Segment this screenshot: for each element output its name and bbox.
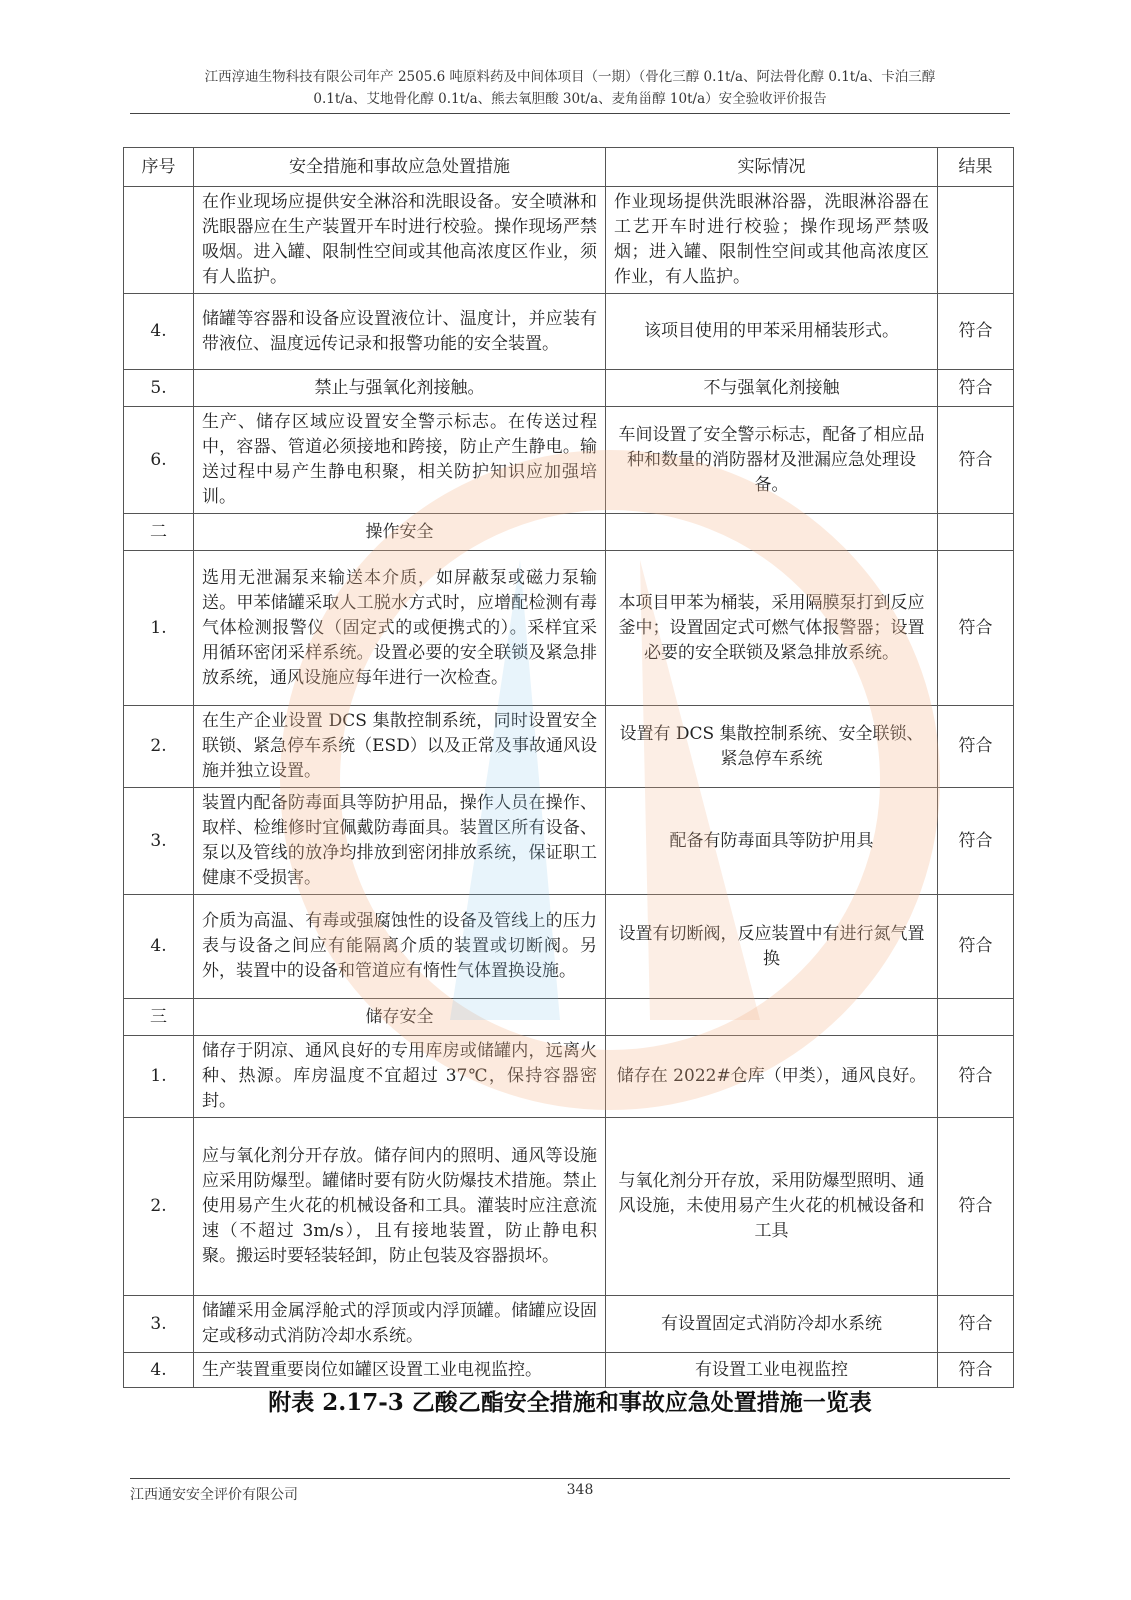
section-row-storage	[124, 999, 1014, 1036]
section-row-operation	[124, 514, 1014, 551]
table-row	[124, 1118, 1014, 1296]
row-no: 3.	[124, 788, 194, 895]
footer-company: 江西通安安全评价有限公司	[130, 1487, 298, 1503]
row-measure: 储罐采用金属浮舱式的浮顶或内浮顶罐。储罐应设固定或移动式消防冷却水系统。	[194, 1296, 606, 1353]
row-no: 1.	[124, 551, 194, 706]
header-divider	[130, 113, 1010, 114]
row-actual: 有设置工业电视监控	[606, 1353, 938, 1388]
row-actual: 本项目甲苯为桶装，采用隔膜泵打到反应釜中；设置固定式可燃气体报警器；设置必要的安全联锁及紧急排放系统。	[606, 551, 938, 706]
row-actual: 不与强氧化剂接触	[606, 370, 938, 407]
row-actual: 该项目使用的甲苯采用桶装形式。	[606, 294, 938, 370]
row-no: 3.	[124, 1296, 194, 1353]
table-row	[124, 551, 1014, 706]
row-measure: 储存于阴凉、通风良好的专用库房或储罐内，远离火种、热源。库房温度不宜超过 37℃，保持容器密封。	[194, 1036, 606, 1118]
row-result: 符合	[938, 1118, 1014, 1296]
table-row	[124, 370, 1014, 407]
row-measure: 应与氧化剂分开存放。储存间内的照明、通风等设施应采用防爆型。罐储时要有防火防爆技术措施。禁止使用易产生火花的机械设备和工具。灌装时应注意流速（不超过 3m/s），且有接地装置，防止静电积聚。搬运时要轻装轻卸，防止包装及容器损坏。	[194, 1118, 606, 1296]
row-no	[124, 187, 194, 294]
row-result: 符合	[938, 551, 1014, 706]
row-measure: 介质为高温、有毒或强腐蚀性的设备及管线上的压力表与设备之间应有能隔离介质的装置或切断阀。另外，装置中的设备和管道应有惰性气体置换设施。	[194, 895, 606, 999]
table-row	[124, 1036, 1014, 1118]
row-actual: 设置有 DCS 集散控制系统、安全联锁、紧急停车系统	[606, 706, 938, 788]
row-result	[938, 187, 1014, 294]
row-no: 4.	[124, 895, 194, 999]
row-result: 符合	[938, 1296, 1014, 1353]
row-measure: 在作业现场应提供安全淋浴和洗眼设备。安全喷淋和洗眼器应在生产装置开车时进行校验。操作现场严禁吸烟。进入罐、限制性空间或其他高浓度区作业，须有人监护。	[194, 187, 606, 294]
row-no: 2.	[124, 1118, 194, 1296]
row-actual: 配备有防毒面具等防护用具	[606, 788, 938, 895]
row-measure: 储罐等容器和设备应设置液位计、温度计，并应装有带液位、温度远传记录和报警功能的安全装置。	[194, 294, 606, 370]
section-empty	[938, 999, 1014, 1036]
safety-measures-table	[123, 147, 1014, 1388]
table-row	[124, 187, 1014, 294]
section-empty	[606, 514, 938, 551]
row-actual: 车间设置了安全警示标志，配备了相应品种和数量的消防器材及泄漏应急处理设备。	[606, 407, 938, 514]
table-row	[124, 706, 1014, 788]
col-header-actual: 实际情况	[606, 148, 938, 187]
row-result: 符合	[938, 1036, 1014, 1118]
table-row	[124, 407, 1014, 514]
row-result: 符合	[938, 294, 1014, 370]
footer-divider	[130, 1478, 1010, 1479]
row-no: 2.	[124, 706, 194, 788]
row-measure: 生产、储存区域应设置安全警示标志。在传送过程中，容器、管道必须接地和跨接，防止产生静电。输送过程中易产生静电积聚，相关防护知识应加强培训。	[194, 407, 606, 514]
row-result: 符合	[938, 706, 1014, 788]
header-line-2: 0.1t/a、艾地骨化醇 0.1t/a、熊去氧胆酸 30t/a、麦角甾醇 10t/a）安全验收评价报告	[313, 91, 827, 107]
row-result: 符合	[938, 788, 1014, 895]
row-result: 符合	[938, 1353, 1014, 1388]
row-no: 6.	[124, 407, 194, 514]
row-measure: 装置内配备防毒面具等防护用品，操作人员在操作、取样、检维修时宜佩戴防毒面具。装置区所有设备、泵以及管线的放净均排放到密闭排放系统，保证职工健康不受损害。	[194, 788, 606, 895]
section-empty	[938, 514, 1014, 551]
row-actual: 作业现场提供洗眼淋浴器，洗眼淋浴器在工艺开车时进行校验；操作现场严禁吸烟；进入罐、限制性空间或其他高浓度区作业，有人监护。	[606, 187, 938, 294]
row-result: 符合	[938, 407, 1014, 514]
table-row	[124, 294, 1014, 370]
row-result: 符合	[938, 370, 1014, 407]
report-header	[130, 66, 1010, 110]
row-no: 5.	[124, 370, 194, 407]
table-caption: 附表 2.17-3 乙酸乙酯安全措施和事故应急处置措施一览表	[268, 1389, 872, 1416]
row-measure: 选用无泄漏泵来输送本介质，如屏蔽泵或磁力泵输送。甲苯储罐采取人工脱水方式时，应增配检测有毒气体检测报警仪（固定式的或便携式的）。采样宜采用循环密闭采样系统。设置必要的安全联锁及紧急排放系统，通风设施应每年进行一次检查。	[194, 551, 606, 706]
row-measure: 禁止与强氧化剂接触。	[194, 370, 606, 407]
section-title: 操作安全	[194, 514, 606, 551]
row-no: 1.	[124, 1036, 194, 1118]
table-header-row	[124, 148, 1014, 187]
table-row	[124, 788, 1014, 895]
row-actual: 储存在 2022#仓库（甲类），通风良好。	[606, 1036, 938, 1118]
table-row	[124, 895, 1014, 999]
col-header-measure: 安全措施和事故应急处置措施	[194, 148, 606, 187]
col-header-no: 序号	[124, 148, 194, 187]
row-measure: 在生产企业设置 DCS 集散控制系统，同时设置安全联锁、紧急停车系统（ESD）以及正常及事故通风设施并独立设置。	[194, 706, 606, 788]
row-no: 4.	[124, 1353, 194, 1388]
section-empty	[606, 999, 938, 1036]
section-no: 三	[124, 999, 194, 1036]
page-number: 348	[566, 1482, 594, 1498]
table-row	[124, 1296, 1014, 1353]
section-title: 储存安全	[194, 999, 606, 1036]
row-result: 符合	[938, 895, 1014, 999]
row-no: 4.	[124, 294, 194, 370]
row-actual: 设置有切断阀，反应装置中有进行氮气置换	[606, 895, 938, 999]
table-row	[124, 1353, 1014, 1388]
row-actual: 与氧化剂分开存放，采用防爆型照明、通风设施，未使用易产生火花的机械设备和工具	[606, 1118, 938, 1296]
row-actual: 有设置固定式消防冷却水系统	[606, 1296, 938, 1353]
header-line-1: 江西淳迪生物科技有限公司年产 2505.6 吨原料药及中间体项目（一期）（骨化三醇 0.1t/a、阿法骨化醇 0.1t/a、卡泊三醇	[204, 69, 936, 85]
section-no: 二	[124, 514, 194, 551]
col-header-result: 结果	[938, 148, 1014, 187]
row-measure: 生产装置重要岗位如罐区设置工业电视监控。	[194, 1353, 606, 1388]
